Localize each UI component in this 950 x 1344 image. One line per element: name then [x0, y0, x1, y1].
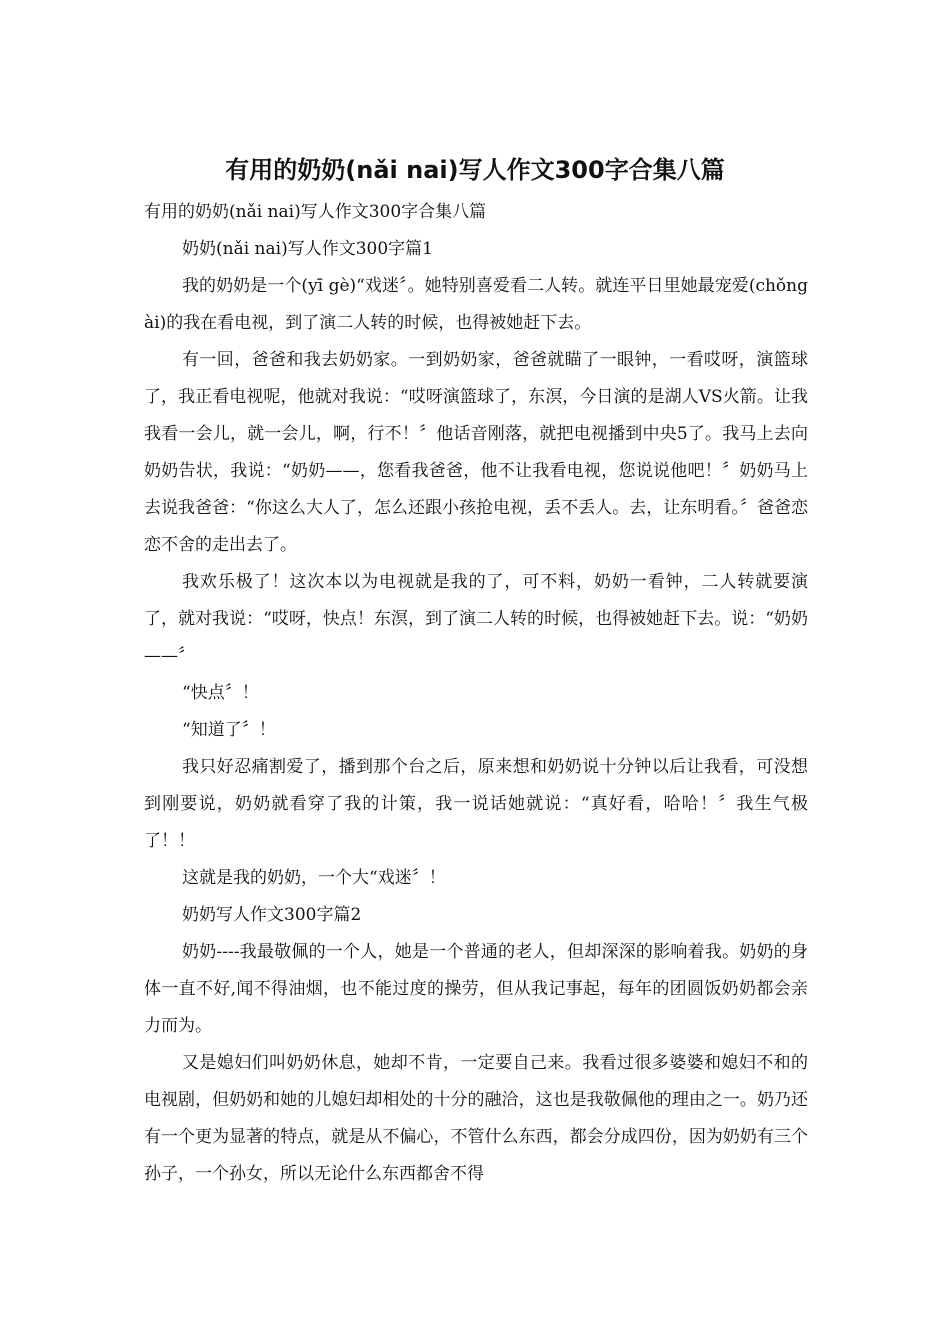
paragraph-subtitle: 有用的奶奶(nǎi nai)写人作文300字合集八篇 [144, 202, 487, 222]
paragraph: 我只好忍痛割爱了，播到那个台之后，原来想和奶奶说十分钟以后让我看，可没想到刚要说，奶奶就看穿了我的计策，我一说话她就说：“真好看，哈哈！〞我生气极了！！ [144, 757, 808, 851]
paragraph: 这就是我的奶奶，一个大“戏迷〞！ [182, 868, 446, 888]
paragraph-section-heading: 奶奶写人作文300字篇2 [182, 905, 362, 925]
paragraph-section-heading: 奶奶(nǎi nai)写人作文300字篇1 [182, 239, 433, 259]
paragraph: 我欢乐极了！这次本以为电视就是我的了，可不料，奶奶一看钟，二人转就要演了，就对我说：“哎呀，快点！东溟，到了演二人转的时候，也得被她赶下去。说：“奶奶——〞 [144, 572, 808, 666]
paragraph-dialogue: “快点〞！ [182, 683, 259, 703]
paragraph: 奶奶----我最敬佩的一个人，她是一个普通的老人，但却深深的影响着我。奶奶的身体一直不好,闻不得油烟，也不能过度的操劳，但从我记事起，每年的团圆饭奶奶都会亲力而为。 [144, 942, 808, 1036]
paragraph: 有一回，爸爸和我去奶奶家。一到奶奶家，爸爸就瞄了一眼钟，一看哎呀，演篮球了，我正看电视呢，他就对我说：“哎呀演篮球了，东溟，今日演的是湖人VS火箭。让我我看一会儿，就一会儿，啊，行不！〞他话音刚落，就把电视播到中央5了。我马上去向奶奶告状，我说：“奶奶——，您看我爸爸，他不让我看电视，您说说他吧！〞奶奶马上去说我爸爸：“你这么大人了，怎么还跟小孩抢电视，丢不丢人。去，让东明看。〞爸爸恋恋不舍的走出去了。 [144, 350, 808, 555]
paragraph: 我的奶奶是一个(yī gè)“戏迷〞。她特别喜爱看二人转。就连平日里她最宠爱(chǒng ài)的我在看电视，到了演二人转的时候，也得被她赶下去。 [144, 276, 808, 333]
document-body [144, 194, 808, 1193]
document-title: 有用的奶奶(nǎi nai)写人作文300字合集八篇 [225, 156, 725, 184]
paragraph: 又是媳妇们叫奶奶休息，她却不肯，一定要自己来。我看过很多婆婆和媳妇不和的电视剧，但奶奶和她的儿媳妇却相处的十分的融洽，这也是我敬佩他的理由之一。奶乃还有一个更为显著的特点，就是从不偏心，不管什么东西，都会分成四份，因为奶奶有三个孙子，一个孙女，所以无论什么东西都舍不得 [144, 1053, 808, 1184]
paragraph-dialogue: “知道了〞！ [182, 720, 276, 740]
